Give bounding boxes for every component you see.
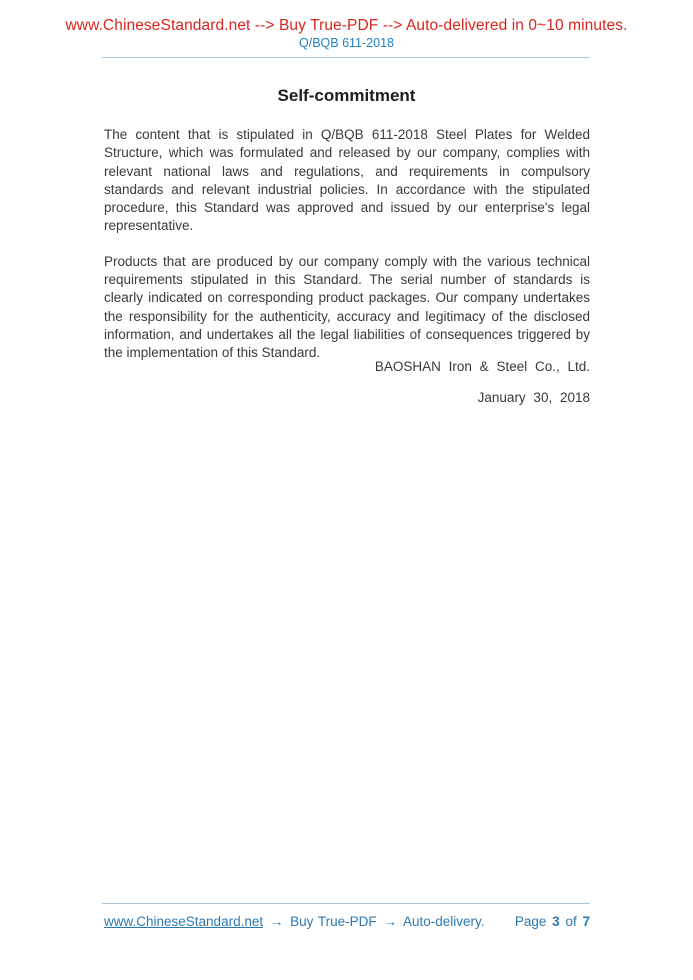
footer-buy-text: Buy True-PDF: [290, 914, 377, 929]
page-title: Self-commitment: [277, 86, 416, 105]
company-signature: BAOSHAN Iron & Steel Co., Ltd.: [374, 359, 590, 374]
page-label: Page: [514, 914, 547, 929]
document-body: [104, 126, 590, 380]
signature-date: January 30, 2018: [477, 390, 590, 405]
footer-site-link[interactable]: www.ChineseStandard.net: [104, 914, 264, 929]
page-indicator: [515, 914, 590, 929]
paragraph-2: Products that are produced by our company comply with the various technical requirements stipulated in this Standard. The serial number of standards is clearly indicated on corresponding product packages. Our company undertakes the responsibility for the authenticity, accuracy and legitimacy of the disclosed information, and undertakes all the legal liabilities of consequences triggered by the implementation of this Standard.: [104, 253, 590, 361]
footer: [104, 914, 590, 929]
footer-delivery-text: Auto-delivery.: [402, 914, 485, 929]
header-divider: [102, 57, 590, 58]
footer-divider: [102, 903, 590, 904]
right-arrow-icon: →: [383, 914, 397, 929]
of-label: of: [565, 914, 577, 929]
page-total-number: 7: [582, 914, 590, 929]
paragraph-1: The content that is stipulated in Q/BQB 611-2018 Steel Plates for Welded Structure, which was formulated and released by our company, complies with relevant national laws and regulations, and requirements in compulsory standards and relevant industrial policies. In accordance with the stipulated procedure, this Standard was approved and issued by our enterprise's legal representative.: [104, 127, 590, 234]
promo-banner: www.ChineseStandard.net --> Buy True-PDF --> Auto-delivered in 0~10 minutes.: [65, 17, 628, 34]
page-current-number: 3: [552, 914, 560, 929]
right-arrow-icon: →: [269, 914, 284, 929]
document-number: Q/BQB 611-2018: [299, 36, 394, 50]
footer-links: [104, 914, 484, 929]
